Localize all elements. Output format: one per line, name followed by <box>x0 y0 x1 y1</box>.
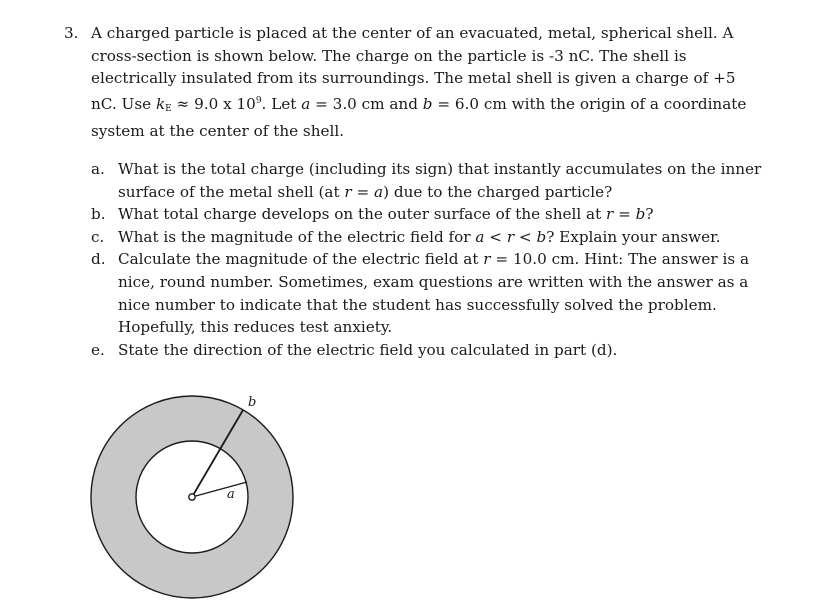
var-b: b <box>635 205 646 224</box>
a-value: = 3.0 cm and <box>310 94 423 113</box>
problem-number: 3. <box>64 24 79 42</box>
part-text-end: = 10.0 cm. Hint: The answer is a nice, round number. Sometimes, exam questions are written with the answer as a nice number to indicate that the student has successfully solved the problem. Hopefully, this reduces test anxiety. <box>118 250 750 337</box>
part-e <box>91 339 781 362</box>
part-letter: e. <box>91 340 105 359</box>
intro-text-2: . Let <box>261 94 302 113</box>
charged-particle-dot <box>189 494 195 500</box>
var-r: r <box>344 182 352 201</box>
intro-text-1: A charged particle is placed at the center of an evacuated, metal, spherical shell. A cross-section is shown below. The charge on the particle is -3 nC. The shell is electrically insulated from its surroundings. The metal shell is given a charge of +5 nC. Use <box>91 24 736 113</box>
part-text: State the direction of the electric field you calculated in part (d). <box>118 340 618 359</box>
equals-sign: = <box>351 182 375 201</box>
part-text-end: ? Explain your answer. <box>546 227 721 246</box>
part-letter: b. <box>91 205 106 224</box>
var-b: b <box>536 227 547 246</box>
less-than: < <box>514 227 537 246</box>
var-a: a <box>374 182 384 201</box>
var-b: b <box>422 94 433 113</box>
question-parts <box>91 158 781 361</box>
ke-subscript: E <box>165 103 172 114</box>
var-r: r <box>606 205 614 224</box>
var-r: r <box>483 250 491 269</box>
part-text: Calculate the magnitude of the electric field at <box>118 250 484 269</box>
problem-intro <box>91 22 764 143</box>
part-text: What total charge develops on the outer surface of the shell at <box>118 205 607 224</box>
part-text-end: ) due to the charged particle? <box>383 182 613 201</box>
label-a: a <box>227 487 235 502</box>
part-text-end: ? <box>645 205 654 224</box>
part-letter: c. <box>91 227 105 246</box>
equals-sign: = <box>613 205 636 224</box>
shell-cross-section-figure <box>80 385 310 612</box>
ke-symbol: k <box>155 94 166 113</box>
part-text: What is the magnitude of the electric field for <box>118 227 476 246</box>
var-a: a <box>301 94 311 113</box>
var-a: a <box>475 227 485 246</box>
part-c <box>91 226 781 249</box>
label-b: b <box>248 395 257 410</box>
part-b <box>91 203 781 226</box>
part-a <box>91 158 781 203</box>
ke-exponent: 9 <box>255 95 262 106</box>
b-value: = 6.0 cm with the origin of a coordinate system at the center of the shell. <box>91 94 747 141</box>
part-d <box>91 248 781 338</box>
part-letter: d. <box>91 250 106 269</box>
less-than: < <box>484 227 507 246</box>
part-text: What is the total charge (including its sign) that instantly accumulates on the inner surface of the metal shell (at <box>118 160 762 201</box>
part-letter: a. <box>91 160 105 178</box>
problem-statement <box>64 22 764 143</box>
shell-diagram <box>80 385 310 612</box>
ke-value: ≈ 9.0 x 10 <box>171 94 256 113</box>
var-r: r <box>506 227 515 246</box>
